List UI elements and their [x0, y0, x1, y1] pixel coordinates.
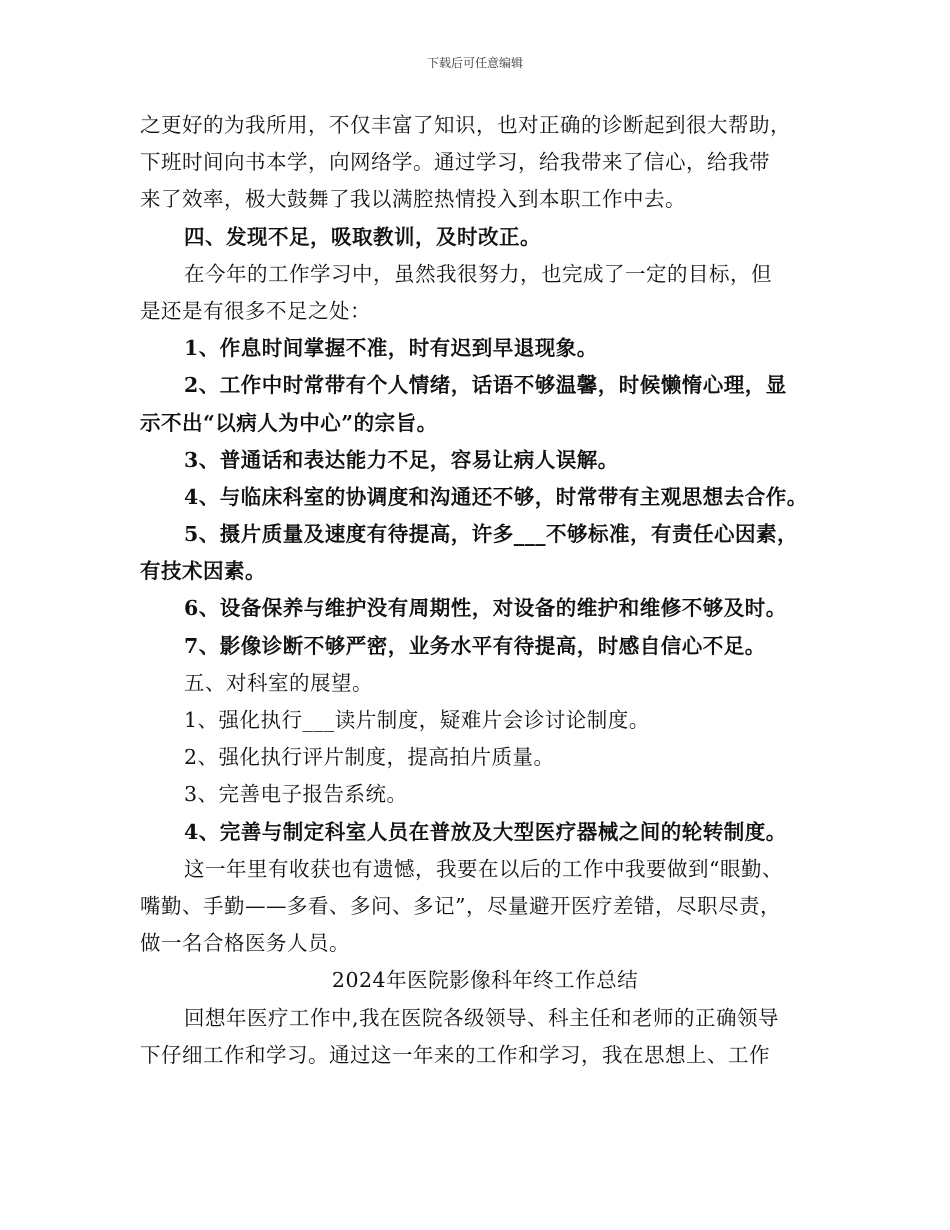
document-title: 2024年医院影像科年终工作总结	[331, 968, 639, 993]
paragraph-line: 之更好的为我所用，不仅丰富了知识，也对正确的诊断起到很大帮助，	[140, 113, 791, 137]
paragraph-line: 下仔细工作和学习。通过这一年来的工作和学习，我在思想上、工作	[140, 1042, 770, 1067]
list-item: 6、设备保养与维护没有周期性，对设备的维护和维修不够及时。	[184, 596, 787, 621]
list-item: 5、摄片质量及速度有待提高，许多___不够标准，有责任心因素，	[184, 522, 799, 547]
paragraph-line: 下班时间向书本学，向网络学。通过学习，给我带来了信心，给我带	[140, 150, 770, 175]
paragraph-line: 做一名合格医务人员。	[140, 931, 350, 956]
list-item-continuation: 示不出“以病人为中心”的宗旨。	[140, 410, 438, 435]
list-item: 3、完善电子报告系统。	[184, 782, 408, 807]
list-item: 1、作息时间掌握不准，时有迟到早退现象。	[184, 336, 598, 361]
list-item: 1、强化执行___读片制度，疑难片会诊讨论制度。	[184, 708, 650, 732]
list-item: 2、工作中时常带有个人情绪，话语不够温馨，时候懒惰心理，显	[184, 373, 787, 398]
paragraph-line: 在今年的工作学习中，虽然我很努力，也完成了一定的目标，但	[184, 261, 772, 286]
list-item: 2、强化执行评片制度，提高拍片质量。	[184, 745, 555, 770]
paragraph-line: 这一年里有收获也有遗憾，我要在以后的工作中我要做到“眼勤、	[184, 856, 783, 881]
section-heading: 五、对科室的展望。	[184, 670, 373, 695]
list-item: 3、普通话和表达能力不足，容易让病人误解。	[184, 447, 619, 472]
section-heading: 四、发现不足，吸取教训，及时改正。	[184, 224, 541, 249]
paragraph-line: 是还是有很多不足之处：	[140, 298, 371, 323]
list-item: 7、影像诊断不够严密，业务水平有待提高，时感自信心不足。	[184, 633, 766, 658]
list-item: 4、完善与制定科室人员在普放及大型医疗器械之间的轮转制度。	[184, 819, 787, 844]
paragraph-line: 来了效率，极大鼓舞了我以满腔热情投入到本职工作中去。	[140, 187, 686, 212]
list-item: 4、与临床科室的协调度和沟通还不够，时常带有主观思想去合作。	[184, 484, 808, 509]
page-header: 下载后可任意编辑	[426, 56, 523, 70]
list-item-continuation: 有技术因素。	[140, 559, 266, 584]
paragraph-line: 回想年医疗工作中,我在医院各级领导、科主任和老师的正确领导	[184, 1005, 780, 1030]
document-body	[140, 107, 830, 1074]
paragraph-line: 嘴勤、手勤——多看、多问、多记”，尽量避开医疗差错，尽职尽责，	[140, 893, 781, 918]
